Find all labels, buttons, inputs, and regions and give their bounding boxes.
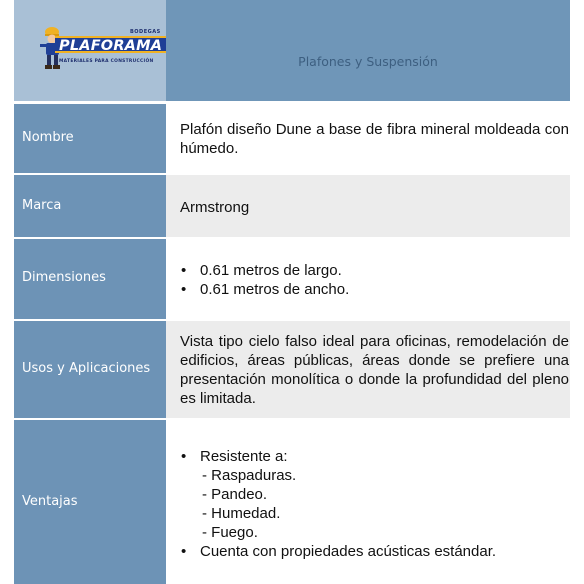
row-label-nombre: Nombre [22, 130, 74, 145]
list-item-text: Resistente a: [200, 448, 288, 465]
sub-list-item: - Pandeo. [202, 486, 268, 503]
row-value-nombre: Plafón diseño Dune a base de fibra mineral moldeada con húmedo. [180, 121, 569, 157]
list-item: • 0.61 metros de largo. [180, 261, 570, 280]
product-sheet [14, 0, 570, 584]
logo-brand: PLAFORAMA [55, 36, 166, 53]
resistance-sublist [200, 466, 570, 542]
list-item: • 0.61 metros de ancho. [180, 280, 570, 299]
row-label-marca: Marca [22, 198, 62, 213]
list-item: • Cuenta con propiedades acústicas estándar. [180, 542, 570, 561]
header-cell [166, 0, 570, 101]
sub-list-item: - Humedad. [202, 505, 281, 522]
dimensions-list [166, 261, 570, 299]
row-value-marca: Armstrong [180, 199, 250, 216]
row-value-dimensiones [166, 261, 570, 299]
row-value-ventajas [166, 447, 570, 561]
logo-cell [14, 0, 166, 101]
divider [14, 101, 570, 104]
plaforama-logo [37, 26, 163, 72]
page-title: Plafones y Suspensión [298, 54, 438, 69]
logo-subtitle: MATERIALES PARA CONSTRUCCIÓN [59, 59, 154, 64]
row-label-ventajas: Ventajas [22, 494, 78, 509]
logo-top-text: BODEGAS [130, 29, 161, 35]
sub-list-item: - Raspaduras. [202, 467, 297, 484]
list-item [180, 447, 570, 542]
divider [14, 237, 570, 239]
advantages-list [166, 447, 570, 561]
row-label-usos: Usos y Aplicaciones [22, 361, 151, 376]
row-value-usos: Vista tipo cielo falso ideal para oficinas, remodelación de edificios, áreas públicas, áreas donde se prefiere una presentación monolítica o donde la profundidad del pleno es limitada. [180, 333, 569, 407]
row-label-dimensiones: Dimensiones [22, 270, 106, 285]
sub-list-item: - Fuego. [202, 524, 258, 541]
divider [14, 418, 570, 420]
